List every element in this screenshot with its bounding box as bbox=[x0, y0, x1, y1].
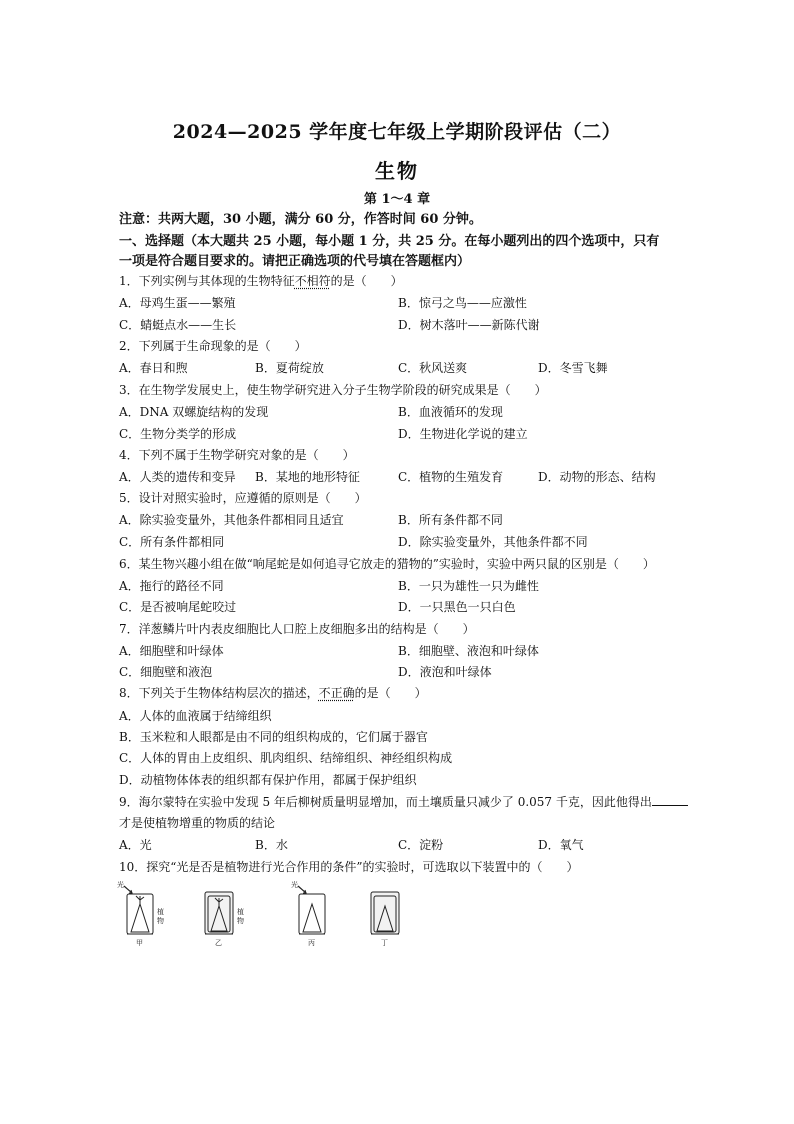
question-1-option-d[interactable]: D．树木落叶——新陈代谢 bbox=[398, 318, 540, 332]
question-4-option-a[interactable]: A．人类的遗传和变异 bbox=[119, 470, 236, 484]
question-9-stem-line-2: 才是使植物增重的物质的结论 bbox=[119, 816, 276, 830]
plant-label: 物 bbox=[157, 917, 164, 925]
question-9-stem bbox=[119, 793, 688, 810]
light-label: 光 bbox=[291, 881, 298, 889]
question-6-option-b[interactable]: B．一只为雄性一只为雌性 bbox=[398, 579, 539, 593]
question-5-option-a[interactable]: A．除实验变量外，其他条件都相同且适宜 bbox=[119, 513, 344, 527]
question-10-stem: 10．探究“光是否是植物进行光合作用的条件”的实验时，可选取以下装置中的（ ） bbox=[119, 860, 579, 874]
question-7-option-b[interactable]: B．细胞壁、液泡和叶绿体 bbox=[398, 644, 539, 658]
chapter-range: 第 1～4 章 bbox=[363, 192, 431, 207]
question-6-stem: 6．某生物兴趣小组在做“响尾蛇是如何追寻它放走的猎物的”实验时，实验中两只鼠的区别是（ ） bbox=[119, 557, 655, 571]
section-heading-line-2: 一项是符合题目要求的。请把正确选项的代号填在答题框内） bbox=[119, 254, 471, 269]
question-2-option-a[interactable]: A．春日和煦 bbox=[119, 361, 188, 375]
question-2-option-c[interactable]: C．秋风送爽 bbox=[398, 361, 468, 375]
apparatus-label: 乙 bbox=[215, 939, 222, 947]
question-5-stem: 5．设计对照实验时，应遵循的原则是（ ） bbox=[119, 491, 367, 505]
question-1-emphasis: 不相符 bbox=[294, 274, 331, 288]
question-3-option-b[interactable]: B．血液循环的发现 bbox=[398, 405, 503, 419]
question-1-option-b[interactable]: B．惊弓之鸟——应激性 bbox=[398, 296, 527, 310]
apparatus-jia bbox=[117, 880, 164, 947]
question-9-option-b[interactable]: B．水 bbox=[255, 838, 288, 852]
question-8-stem-post: 的是（ ） bbox=[354, 686, 427, 700]
question-3-option-d[interactable]: D．生物进化学说的建立 bbox=[398, 427, 528, 441]
apparatus-label: 甲 bbox=[136, 939, 143, 947]
question-8-option-b[interactable]: B．玉米粒和人眼都是由不同的组织构成的，它们属于器官 bbox=[119, 730, 428, 744]
question-9-option-a[interactable]: A．光 bbox=[119, 838, 152, 852]
apparatus-ding bbox=[371, 892, 399, 947]
question-6-option-a[interactable]: A．拖行的路径不同 bbox=[119, 579, 224, 593]
question-4-stem: 4．下列不属于生物学研究对象的是（ ） bbox=[119, 448, 355, 462]
question-4-option-b[interactable]: B．某地的地形特征 bbox=[255, 470, 360, 484]
question-6-option-c[interactable]: C．是否被响尾蛇咬过 bbox=[119, 600, 237, 614]
question-2-stem: 2．下列属于生命现象的是（ ） bbox=[119, 339, 307, 353]
apparatus-bing bbox=[291, 880, 325, 947]
question-6-option-d[interactable]: D．一只黑色一只白色 bbox=[398, 600, 516, 614]
apparatus-label: 丁 bbox=[381, 939, 388, 947]
question-8-option-a[interactable]: A．人体的血液属于结缔组织 bbox=[119, 709, 272, 723]
question-7-option-d[interactable]: D．液泡和叶绿体 bbox=[398, 665, 492, 679]
question-1-option-c[interactable]: C．蜻蜓点水——生长 bbox=[119, 318, 237, 332]
question-8-emphasis: 不正确 bbox=[318, 686, 355, 700]
question-8-option-d[interactable]: D．动植物体体表的组织都有保护作用，都属于保护组织 bbox=[119, 773, 417, 787]
question-9-option-c[interactable]: C．淀粉 bbox=[398, 838, 444, 852]
question-8-stem bbox=[119, 684, 427, 701]
plant-label: 植 bbox=[157, 908, 164, 916]
question-1-stem-pre: 1．下列实例与其体现的生物特征 bbox=[119, 274, 295, 288]
question-3-option-c[interactable]: C．生物分类学的形成 bbox=[119, 427, 237, 441]
question-7-stem: 7．洋葱鳞片叶内表皮细胞比人口腔上皮细胞多出的结构是（ ） bbox=[119, 622, 475, 636]
question-2-option-d[interactable]: D．冬雪飞舞 bbox=[538, 361, 608, 375]
experiment-apparatus-figure bbox=[115, 878, 415, 948]
light-label: 光 bbox=[117, 881, 124, 889]
question-8-stem-pre: 8．下列关于生物体结构层次的描述， bbox=[119, 686, 319, 700]
exam-title: 2024—2025 学年度七年级上学期阶段评估（二） bbox=[172, 121, 622, 143]
plant-label: 物 bbox=[237, 917, 244, 925]
question-5-option-b[interactable]: B．所有条件都不同 bbox=[398, 513, 503, 527]
answer-blank[interactable] bbox=[652, 795, 688, 806]
section-heading-line-1: 一、选择题（本大题共 25 小题，每小题 1 分，共 25 分。在每小题列出的四个选项中，只有 bbox=[119, 234, 660, 249]
question-9-option-d[interactable]: D．氧气 bbox=[538, 838, 584, 852]
question-7-option-c[interactable]: C．细胞壁和液泡 bbox=[119, 665, 213, 679]
apparatus-yi bbox=[205, 892, 244, 947]
exam-notice: 注意：共两大题，30 小题，满分 60 分，作答时间 60 分钟。 bbox=[119, 212, 482, 227]
question-1-option-a[interactable]: A．母鸡生蛋——繁殖 bbox=[119, 296, 236, 310]
apparatus-label: 丙 bbox=[308, 939, 315, 947]
question-7-option-a[interactable]: A．细胞壁和叶绿体 bbox=[119, 644, 224, 658]
question-8-option-c[interactable]: C．人体的胃由上皮组织、肌肉组织、结缔组织、神经组织构成 bbox=[119, 751, 453, 765]
question-4-option-c[interactable]: C．植物的生殖发育 bbox=[398, 470, 504, 484]
question-3-stem: 3．在生物学发展史上，使生物学研究进入分子生物学阶段的研究成果是（ ） bbox=[119, 383, 547, 397]
question-3-option-a[interactable]: A．DNA 双螺旋结构的发现 bbox=[119, 405, 269, 419]
question-1-stem-post: 的是（ ） bbox=[330, 274, 403, 288]
question-4-option-d[interactable]: D．动物的形态、结构 bbox=[538, 470, 656, 484]
question-5-option-d[interactable]: D．除实验变量外，其他条件都不同 bbox=[398, 535, 588, 549]
question-9-stem-text: 9．海尔蒙特在实验中发现 5 年后柳树质量明显增加，而土壤质量只减少了 0.057 千克，因此他得出 bbox=[119, 795, 652, 809]
subject-title: 生物 bbox=[375, 159, 419, 183]
question-1-stem bbox=[119, 272, 403, 289]
plant-label: 植 bbox=[237, 908, 244, 916]
question-5-option-c[interactable]: C．所有条件都相同 bbox=[119, 535, 225, 549]
question-2-option-b[interactable]: B．夏荷绽放 bbox=[255, 361, 324, 375]
